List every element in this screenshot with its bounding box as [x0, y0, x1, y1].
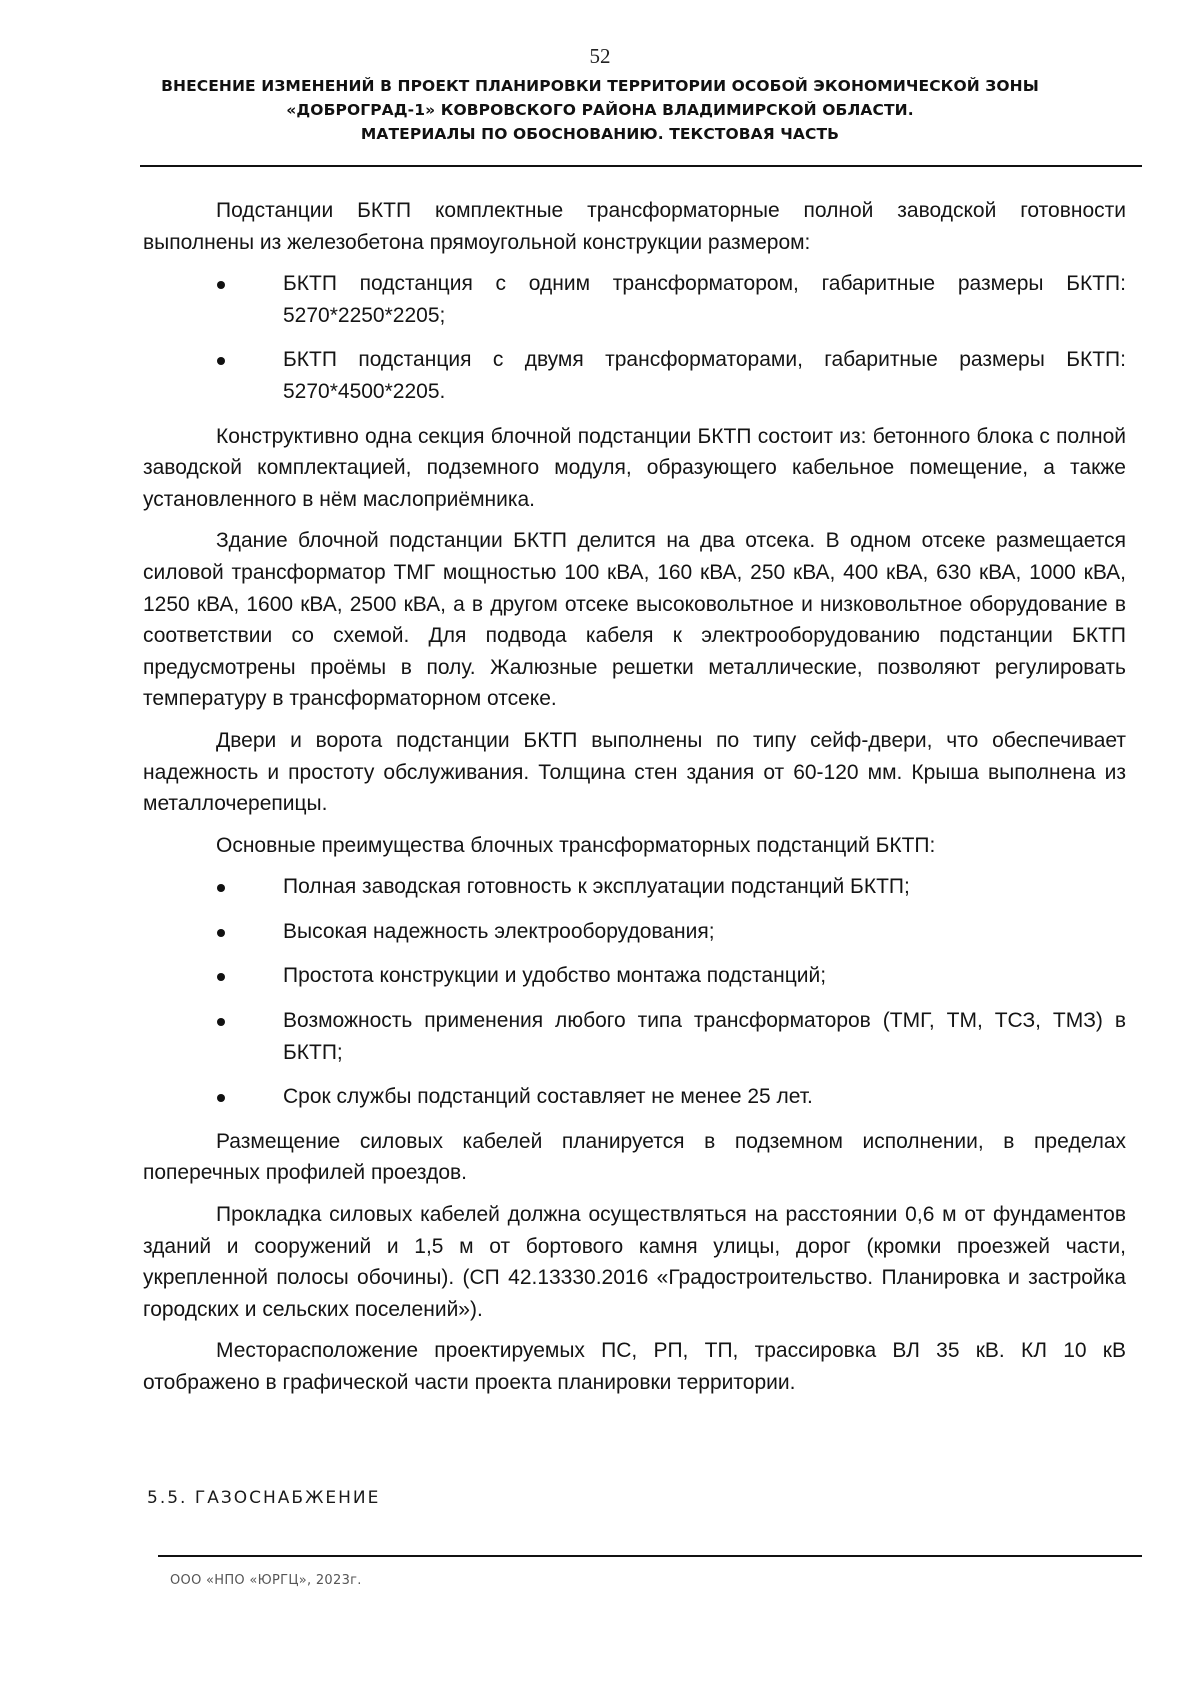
- list-item-text: Простота конструкции и удобство монтажа подстанций;: [283, 964, 827, 988]
- paragraph: Прокладка силовых кабелей должна осуществляться на расстоянии 0,6 м от фундаментов зданий и сооружений и 1,5 м от бортового камня улицы, дорог (кромки проезжей части, укрепленной полосы обочины). (СП 42.13330.2016 «Градостроительство. Планировка и застройка городских и сельских поселений»).: [143, 1203, 1126, 1321]
- footer-divider: [158, 1555, 1142, 1557]
- header-divider: [140, 165, 1142, 167]
- paragraph: Основные преимущества блочных трансформаторных подстанций БКТП:: [216, 833, 936, 857]
- list-item-text: Возможность применения любого типа трансформаторов (ТМГ, ТМ, ТСЗ, ТМЗ) в БКТП;: [283, 1009, 1126, 1064]
- paragraph: Конструктивно одна секция блочной подстанции БКТП состоит из: бетонного блока с полной заводской комплектацией, подземного модуля, образующего кабельное помещение, а также установленного в нём маслоприёмника.: [143, 424, 1126, 511]
- list-item: [143, 1081, 1126, 1113]
- paragraph: Здание блочной подстанции БКТП делится на два отсека. В одном отсеке размещается силовой трансформатор ТМГ мощностью 100 кВА, 160 кВА, 250 кВА, 400 кВА, 630 кВА, 1000 кВА, 1250 кВА, 1600 кВА, 2500 кВА, а в другом отсеке высоковольтное и низковольтное оборудование в соответствии со схемой. Для подвода кабеля к электрооборудованию подстанции БКТП предусмотрены проёмы в полу. Жалюзные решетки металлические, позволяют регулировать температуру в трансформаторном отсеке.: [143, 529, 1126, 711]
- body-text: [143, 195, 1126, 1409]
- section-heading: 5.5. ГАЗОСНАБЖЕНИЕ: [147, 1488, 381, 1508]
- list-item-text: БКТП подстанция с одним трансформатором, габаритные размеры БКТП: 5270*2250*2205;: [283, 272, 1126, 327]
- dimensions-list: [143, 268, 1126, 407]
- list-item: [143, 916, 1126, 948]
- paragraph: Двери и ворота подстанции БКТП выполнены по типу сейф-двери, что обеспечивает надежность и простоту обслуживания. Толщина стен здания от 60-120 мм. Крыша выполнена из металлочерепицы.: [143, 728, 1126, 816]
- list-item-text: Полная заводская готовность к эксплуатации подстанций БКТП;: [283, 875, 910, 899]
- list-item: [143, 268, 1126, 331]
- list-item-text: БКТП подстанция с двумя трансформаторами, габаритные размеры БКТП: 5270*4500*2205.: [283, 348, 1126, 403]
- document-header: [140, 74, 1060, 146]
- list-item: [143, 1005, 1126, 1068]
- paragraph: Размещение силовых кабелей планируется в подземном исполнении, в пределах поперечных профилей проездов.: [143, 1129, 1126, 1185]
- header-line-2: «ДОБРОГРАД-1» КОВРОВСКОГО РАЙОНА ВЛАДИМИРСКОЙ ОБЛАСТИ.: [286, 101, 914, 119]
- bullet-icon: [217, 357, 225, 365]
- page-number: 52: [589, 44, 611, 68]
- list-item: [143, 960, 1126, 992]
- bullet-icon: [217, 1094, 225, 1102]
- header-line-3: МАТЕРИАЛЫ ПО ОБОСНОВАНИЮ. ТЕКСТОВАЯ ЧАСТЬ: [360, 125, 840, 143]
- bullet-icon: [217, 884, 225, 892]
- paragraph: Подстанции БКТП комплектные трансформаторные полной заводской готовности выполнены из железобетона прямоугольной конструкции размером:: [143, 199, 1126, 254]
- footer-text: ООО «НПО «ЮРГЦ», 2023г.: [170, 1573, 362, 1588]
- bullet-icon: [217, 1018, 225, 1026]
- advantages-list: [143, 871, 1126, 1113]
- list-item-text: Срок службы подстанций составляет не менее 25 лет.: [283, 1085, 813, 1109]
- bullet-icon: [217, 281, 225, 289]
- list-item: [143, 871, 1126, 903]
- header-line-1: ВНЕСЕНИЕ ИЗМЕНЕНИЙ В ПРОЕКТ ПЛАНИРОВКИ ТЕРРИТОРИИ ОСОБОЙ ЭКОНОМИЧЕСКОЙ ЗОНЫ: [161, 77, 1039, 95]
- bullet-icon: [217, 973, 225, 981]
- list-item-text: Высокая надежность электрооборудования;: [283, 919, 715, 943]
- list-item: [143, 344, 1126, 407]
- paragraph: Месторасположение проектируемых ПС, РП, ТП, трассировка ВЛ 35 кВ. КЛ 10 кВ отображено в графической части проекта планировки территории.: [143, 1339, 1126, 1394]
- bullet-icon: [217, 929, 225, 937]
